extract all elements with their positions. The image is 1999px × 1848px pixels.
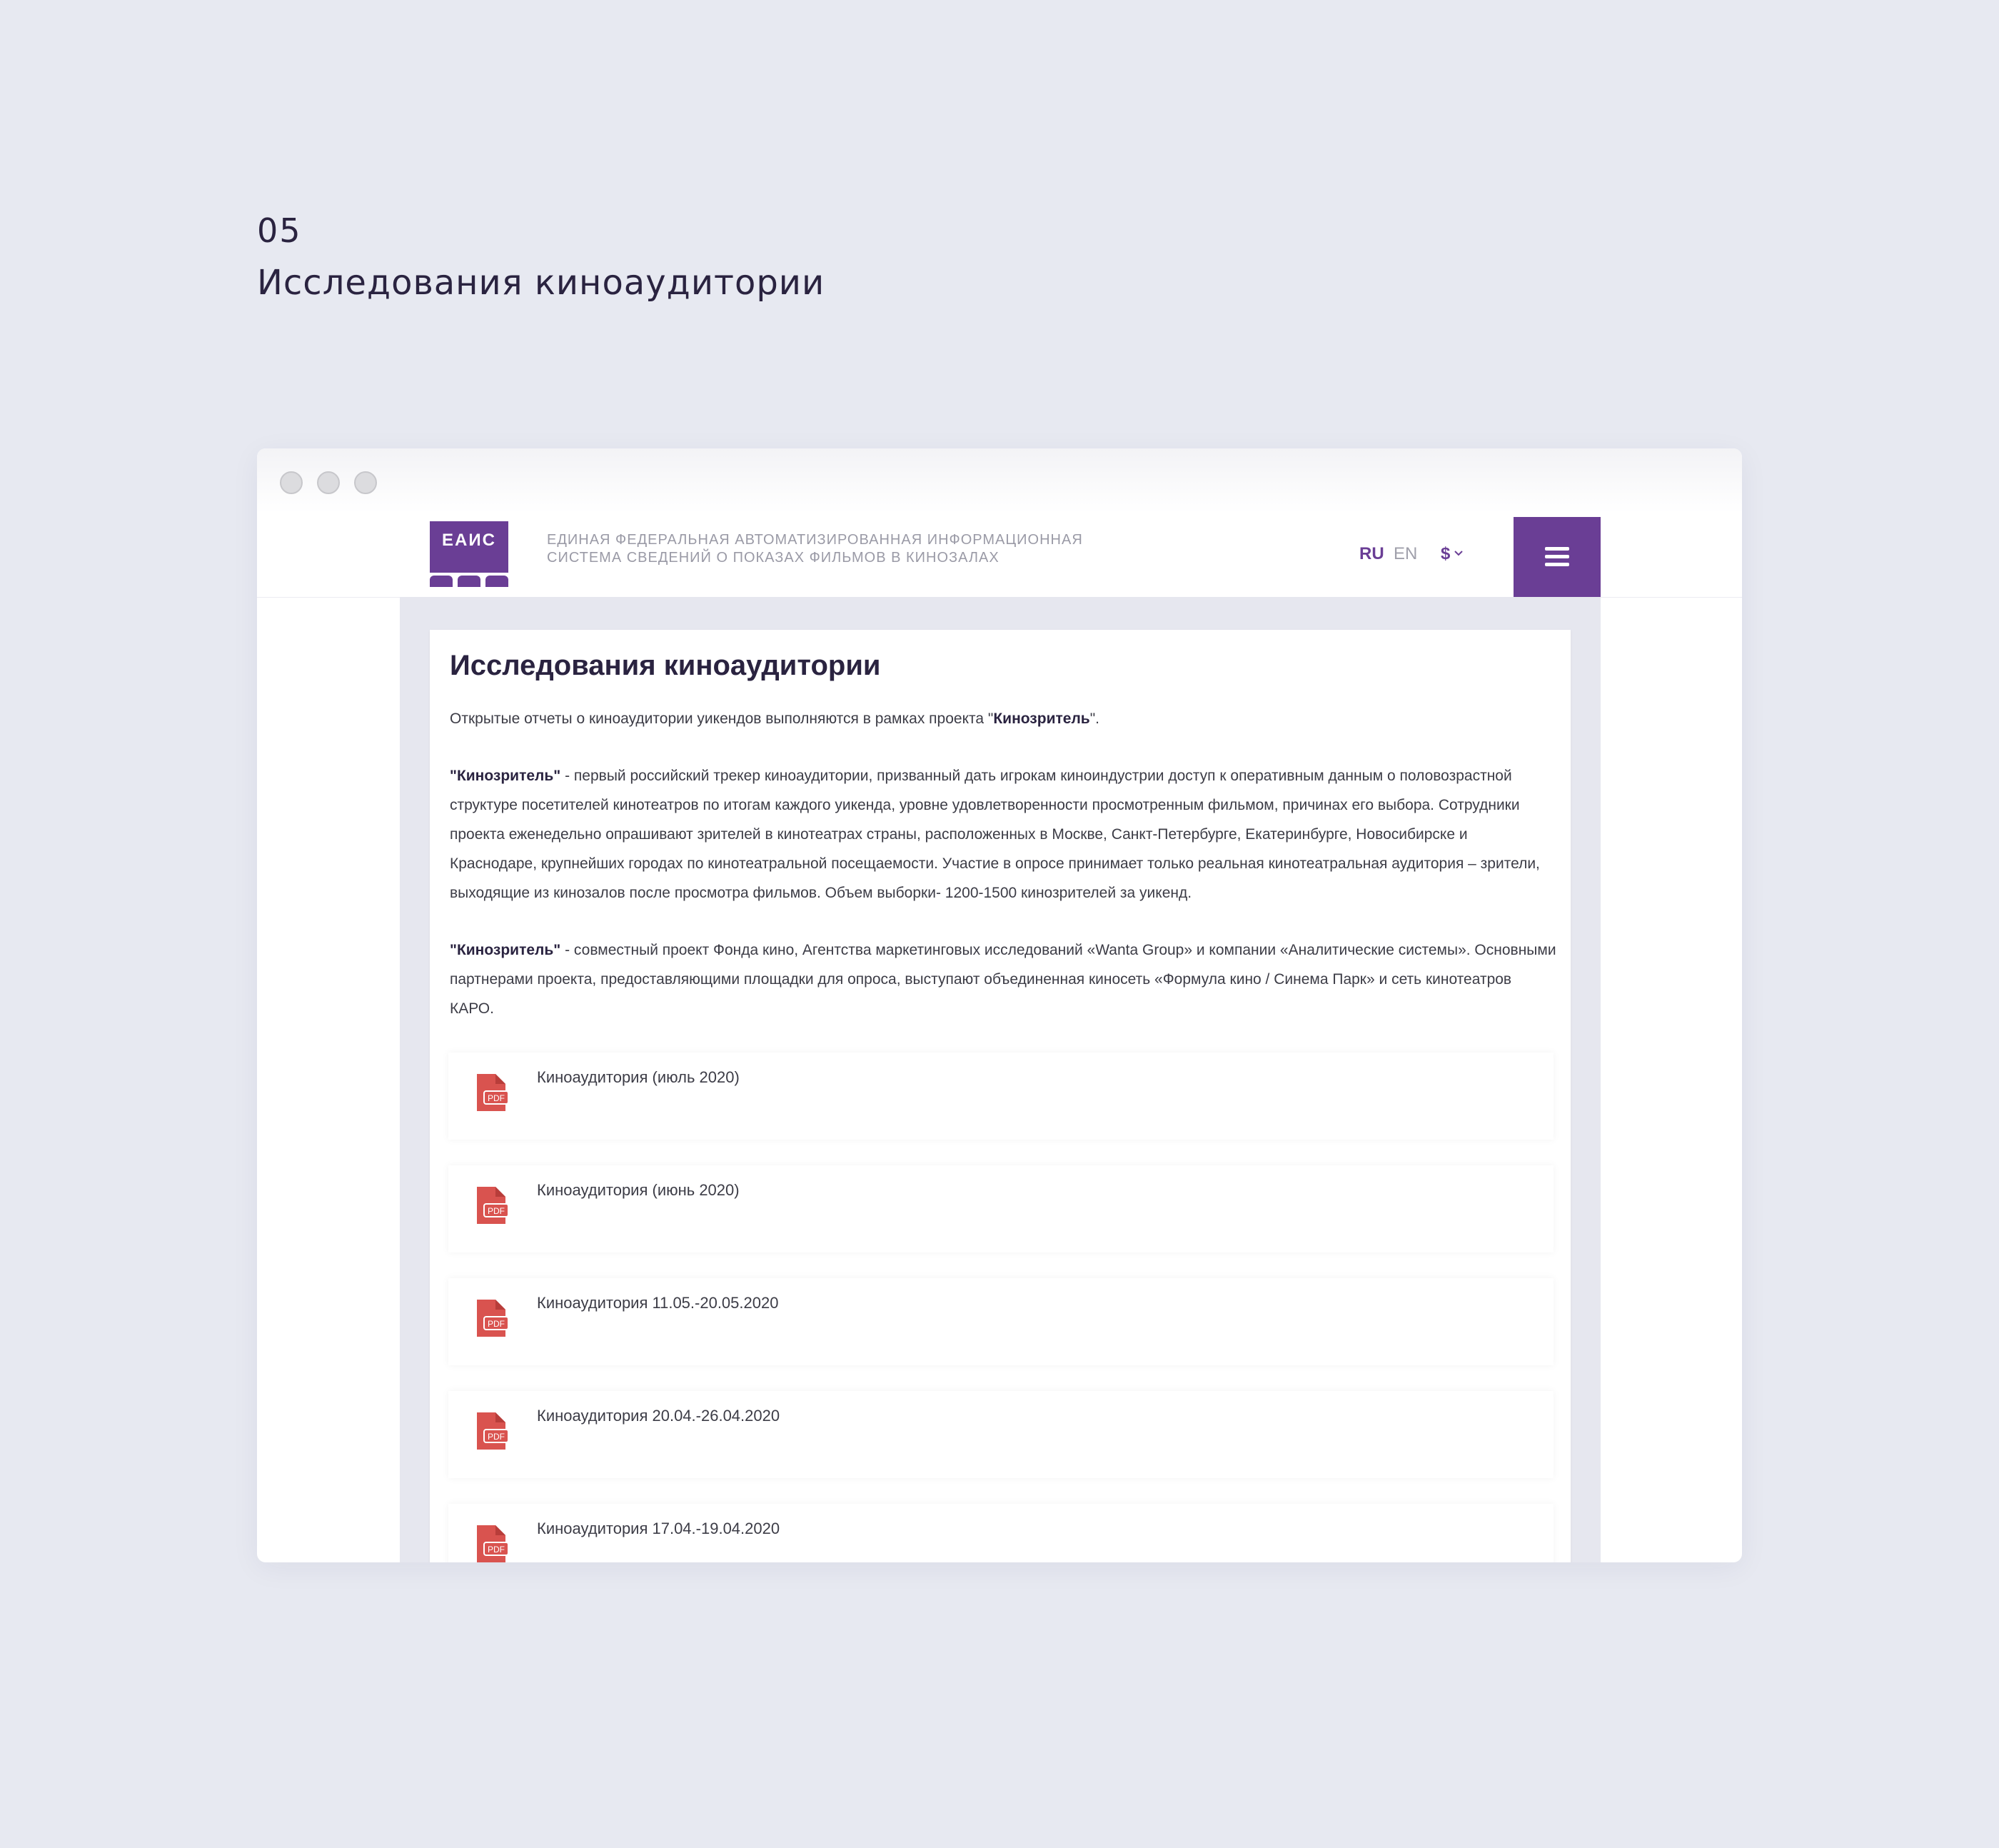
tagline-line-2: СИСТЕМА СВЕДЕНИЙ О ПОКАЗАХ ФИЛЬМОВ В КИНОЗАЛАХ [547, 550, 1000, 566]
intro-paragraph: Открытые отчеты о киноаудитории уикендов выполняются в рамках проекта "Кинозритель". [450, 710, 1099, 727]
pdf-icon [471, 1524, 511, 1562]
window-minimize-button[interactable] [317, 471, 340, 494]
report-title[interactable]: Киноаудитория 20.04.-26.04.2020 [537, 1407, 780, 1425]
chevron-down-icon[interactable] [1454, 543, 1464, 567]
language-ru-link[interactable]: RU [1359, 544, 1384, 563]
report-title[interactable]: Киноаудитория 11.05.-20.05.2020 [537, 1294, 779, 1312]
report-item[interactable] [448, 1504, 1554, 1562]
browser-window [257, 448, 1742, 1562]
pdf-icon [471, 1185, 511, 1225]
report-title[interactable]: Киноаудитория (июль 2020) [537, 1068, 740, 1086]
content-card [430, 630, 1571, 1562]
tagline-line-1: ЕДИНАЯ ФЕДЕРАЛЬНАЯ АВТОМАТИЗИРОВАННАЯ ИНФОРМАЦИОННАЯ [547, 532, 1083, 548]
site-header [257, 517, 1742, 598]
report-item[interactable] [448, 1391, 1554, 1478]
report-title[interactable]: Киноаудитория 17.04.-19.04.2020 [537, 1520, 780, 1537]
menu-icon [1545, 547, 1569, 551]
slide-number: 05 [257, 211, 302, 250]
partners-paragraph: "Кинозритель" - совместный проект Фонда кино, Агентства маркетинговых исследований «Wanta Group» и компании «Аналитические системы». Основными партнерами проекта, предоставляющими площадки для опроса, выступают объединенная киносеть «Формула кино / Синема Парк» и сеть кинотеатров КАРО. [450, 942, 1556, 1017]
pdf-icon [471, 1298, 511, 1338]
svg-text:PDF: PDF [488, 1432, 505, 1442]
svg-text:PDF: PDF [488, 1545, 505, 1555]
window-maximize-button[interactable] [354, 471, 377, 494]
svg-text:PDF: PDF [488, 1206, 505, 1216]
window-close-button[interactable] [280, 471, 303, 494]
report-title[interactable]: Киноаудитория (июнь 2020) [537, 1181, 740, 1199]
pdf-icon [471, 1411, 511, 1451]
reports-list [448, 1053, 1554, 1562]
description-paragraph: "Кинозритель" - первый российский трекер киноаудитории, призванный дать игрокам киноиндустрии доступ к оперативным данным о половозрастной структуре посетителей кинотеатров по итогам каждого уикенда, уровне удовлетворенности просмотренным фильмом, причинах его выбора. Сотрудники проекта еженедельно опрашивают зрителей в кинотеатрах страны, расположенных в Москве, Санкт-Петербурге, Екатеринбурге, Новосибирске и Краснодаре, крупнейших городах по кинотеатральной посещаемости. Участие в опросе принимает только реальная кинотеатральная аудитория – зрители, выходящие из кинозалов после просмотра фильмов. Объем выборки- 1200-1500 кинозрителей за уикенд. [450, 768, 1540, 901]
site-logo[interactable]: ЕАИС [430, 521, 508, 573]
browser-titlebar [257, 448, 1742, 513]
svg-text:PDF: PDF [488, 1319, 505, 1329]
page-background [400, 597, 1601, 1562]
logo-seats-icon [430, 576, 508, 587]
slide-title: Исследования киноаудитории [257, 263, 825, 303]
currency-selector[interactable]: $ [1441, 544, 1451, 563]
page-title: Исследования киноаудитории [450, 650, 881, 681]
hamburger-menu-button[interactable] [1514, 517, 1601, 597]
language-en-link[interactable]: EN [1394, 544, 1418, 563]
pdf-icon [471, 1073, 511, 1113]
project-name: Кинозритель [993, 710, 1090, 727]
report-item[interactable] [448, 1278, 1554, 1365]
svg-text:PDF: PDF [488, 1093, 505, 1103]
report-item[interactable] [448, 1165, 1554, 1252]
site-tagline [547, 531, 1089, 567]
report-item[interactable] [448, 1053, 1554, 1140]
